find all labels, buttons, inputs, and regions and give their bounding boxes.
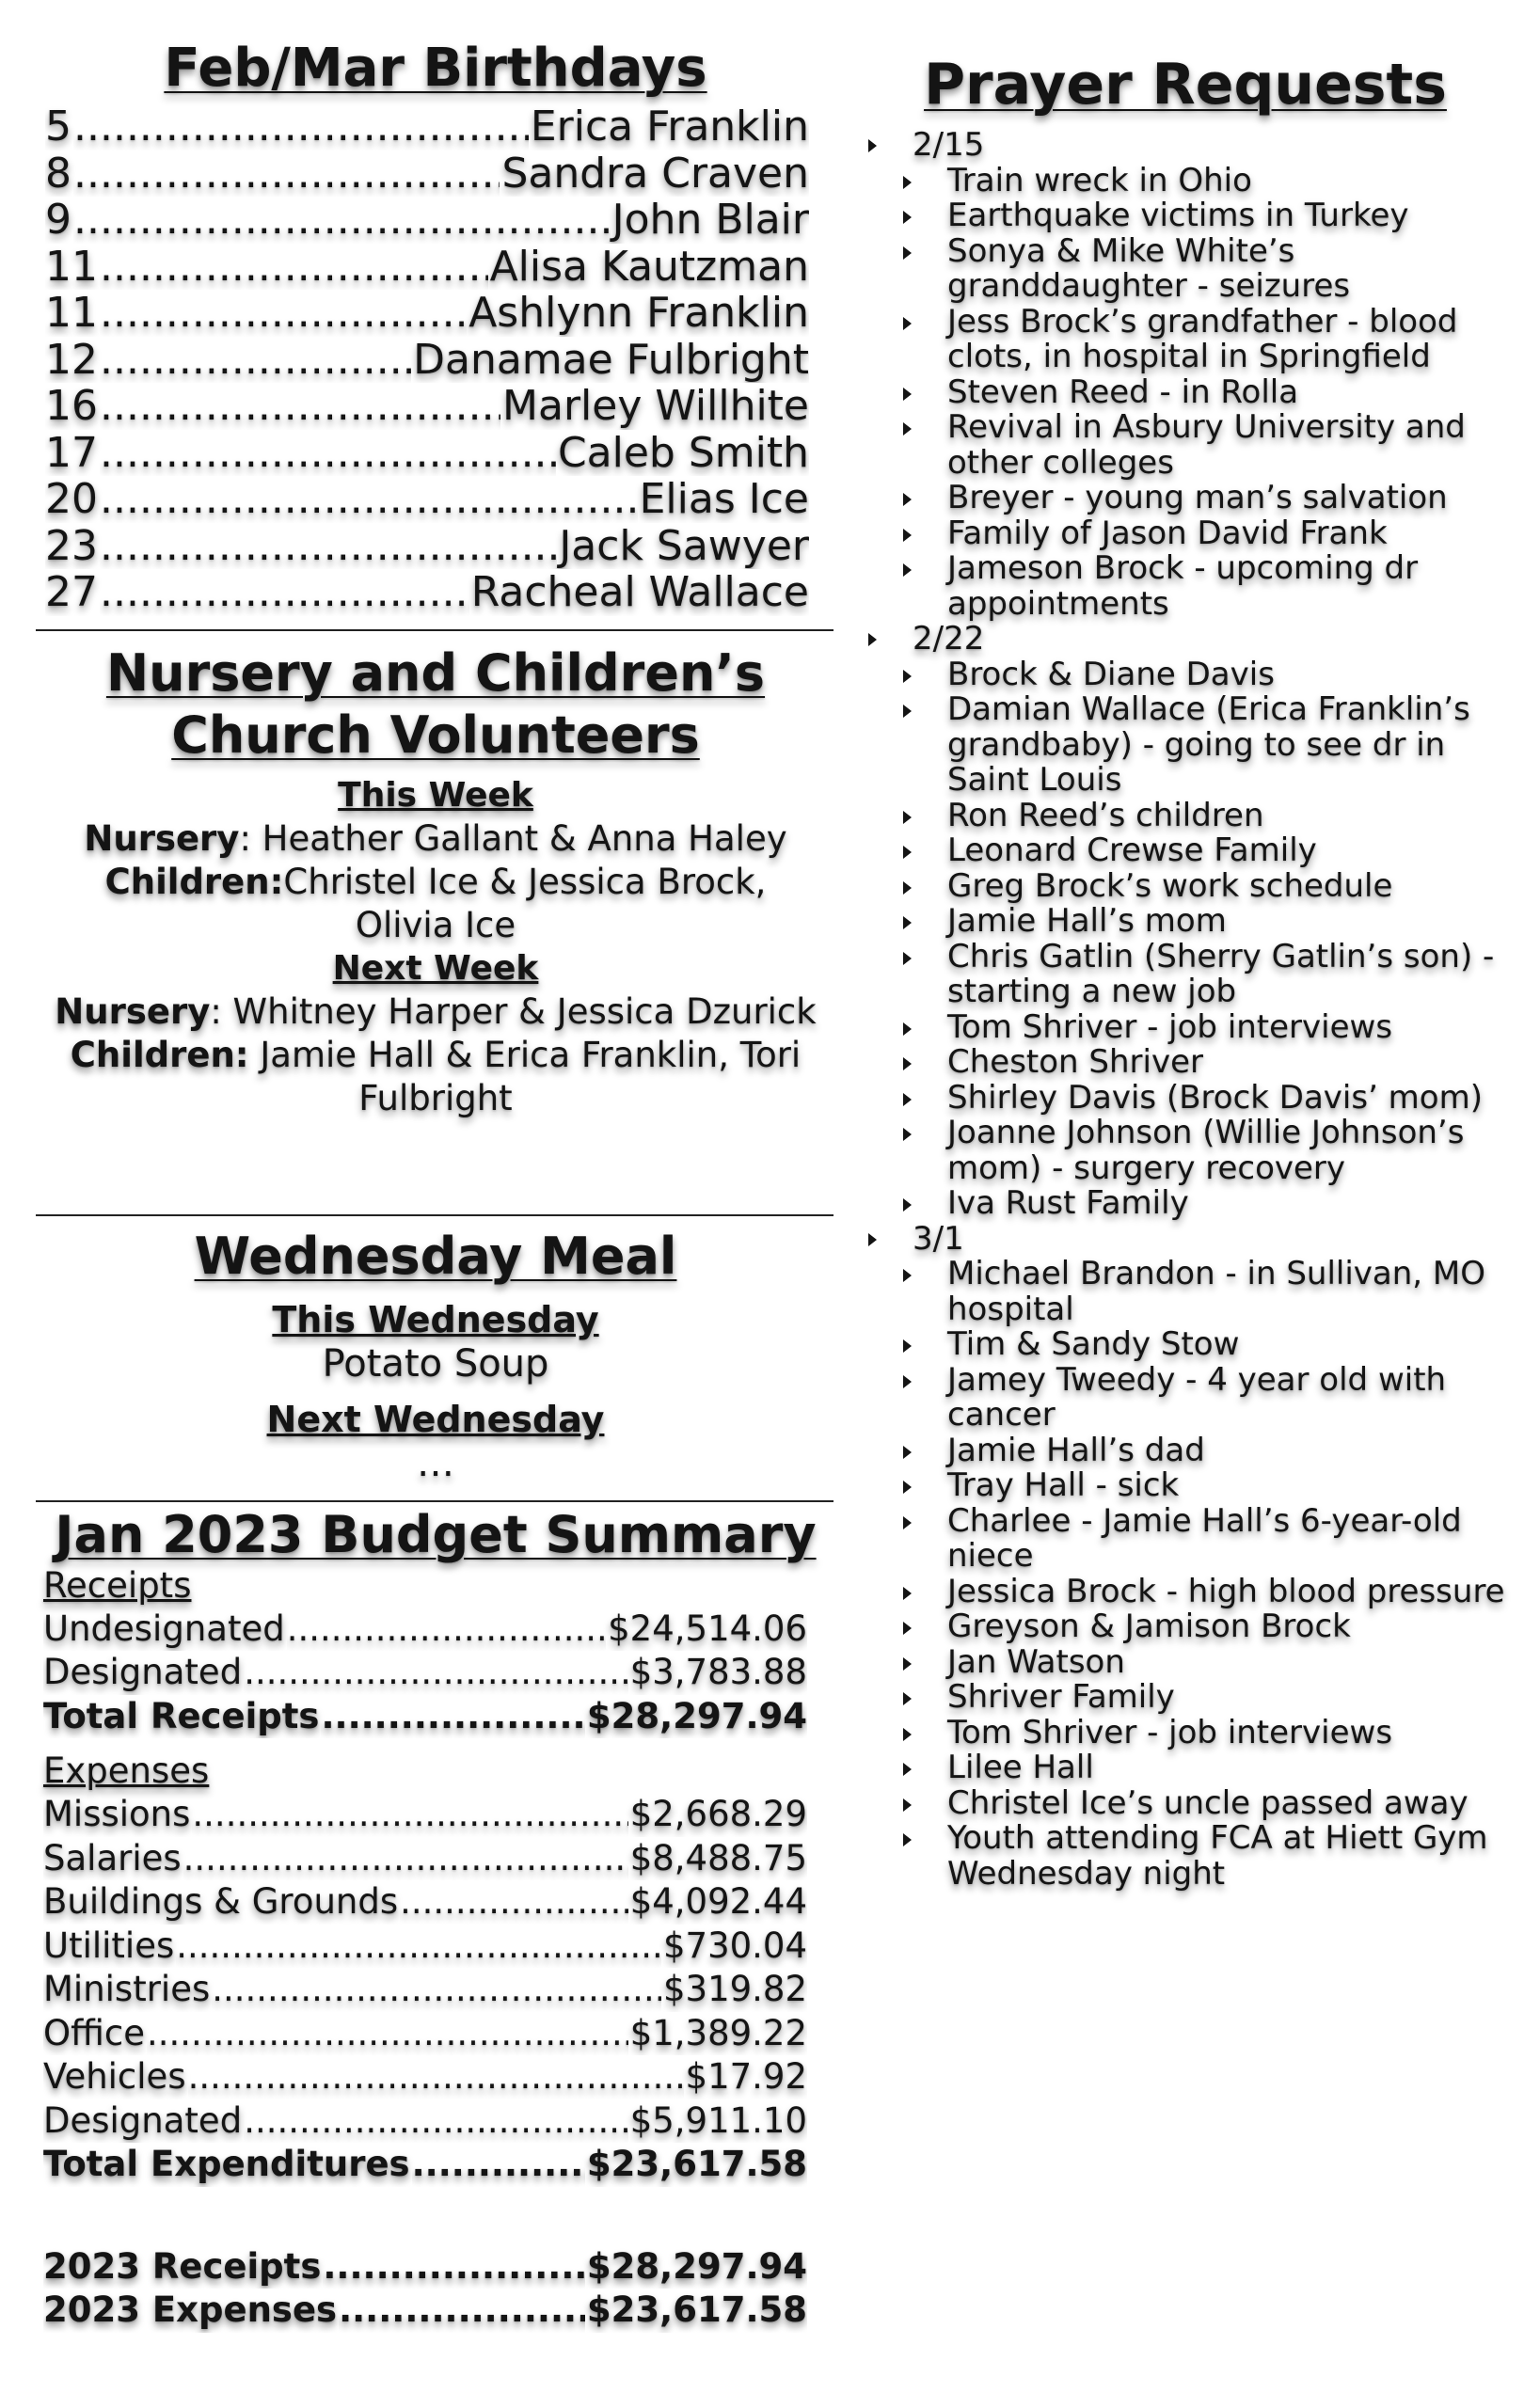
prayer-request-text: Tom Shriver - job interviews xyxy=(947,1713,1393,1751)
prayer-date-group xyxy=(865,128,1524,622)
wednesday-meal-title: Wednesday Meal xyxy=(194,1226,677,1286)
receipts-rows xyxy=(43,1608,807,1695)
row-label: Total Receipts xyxy=(43,1695,320,1736)
next-week-children xyxy=(36,1034,835,1120)
prayer-request-text: Train wreck in Ohio xyxy=(947,161,1252,199)
nursery-names: : Heather Gallant & Anna Haley xyxy=(239,817,787,859)
prayer-request-text: Jamie Hall’s dad xyxy=(947,1431,1205,1469)
leader-dots xyxy=(321,1695,584,1739)
row-amount: $5,911.10 xyxy=(629,2099,807,2141)
prayer-date xyxy=(865,128,1524,164)
prayer-date-group xyxy=(865,622,1524,1222)
row-label: 2023 Expenses xyxy=(43,2289,338,2330)
triangle-bullet-icon xyxy=(903,176,912,189)
triangle-bullet-icon xyxy=(903,1587,912,1600)
triangle-bullet-icon xyxy=(903,529,912,542)
row-amount: $23,617.58 xyxy=(586,2289,807,2330)
expense-row xyxy=(43,1837,807,1881)
triangle-bullet-icon xyxy=(903,1057,912,1070)
row-amount: Danamae Fulbright xyxy=(413,336,809,383)
prayer-request-item xyxy=(865,1609,1512,1645)
triangle-bullet-icon xyxy=(903,1481,912,1494)
row-label: 11 xyxy=(45,290,98,337)
leader-dots xyxy=(100,569,469,616)
row-amount: Elias Ice xyxy=(639,476,809,523)
prayer-request-text: Steven Reed - in Rolla xyxy=(947,372,1299,411)
this-wednesday-meal: Potato Soup xyxy=(322,1341,549,1386)
nursery-label: Nursery xyxy=(84,817,240,859)
prayer-request-item xyxy=(865,516,1512,552)
row-amount: Sandra Craven xyxy=(501,150,809,197)
row-amount: $28,297.94 xyxy=(586,1695,807,1736)
year-expenses-row xyxy=(43,2289,807,2333)
next-week-label: Next Week xyxy=(332,948,539,988)
triangle-bullet-icon xyxy=(903,846,912,859)
prayer-request-text: Earthquake victims in Turkey xyxy=(947,197,1409,234)
birthday-list xyxy=(45,103,809,616)
prayer-request-item xyxy=(865,1116,1512,1186)
prayer-request-item xyxy=(865,1257,1512,1327)
triangle-bullet-icon xyxy=(903,1622,912,1635)
prayer-request-text: Michael Brandon - in Sullivan, MO hospital xyxy=(947,1255,1486,1328)
prayer-request-item xyxy=(865,1078,1512,1117)
prayer-request-text: Jamey Tweedy - 4 year old with cancer xyxy=(947,1360,1447,1434)
this-wednesday-label: This Wednesday xyxy=(272,1298,599,1340)
birthday-entry xyxy=(45,290,809,337)
volunteers-title: Nursery and Children’s Church Volunteers xyxy=(105,642,766,765)
prayer-request-item xyxy=(865,1468,1512,1504)
triangle-bullet-icon xyxy=(868,139,877,152)
leader-dots xyxy=(287,1608,606,1652)
leader-dots xyxy=(323,2245,585,2289)
this-week-children xyxy=(36,861,835,947)
birthdays-title: Feb/Mar Birthdays xyxy=(164,38,707,99)
triangle-bullet-icon xyxy=(903,1022,912,1036)
row-label: Salaries xyxy=(43,1837,182,1878)
birthday-entry xyxy=(45,523,809,570)
prayer-request-item xyxy=(865,833,1512,869)
birthday-entry xyxy=(45,383,809,430)
prayer-request-text: Charlee - Jamie Hall’s 6-year-old niece xyxy=(947,1501,1462,1575)
leader-dots xyxy=(339,2289,585,2333)
prayer-request-item xyxy=(865,657,1512,693)
prayer-request-item xyxy=(865,1751,1512,1786)
triangle-bullet-icon xyxy=(903,246,912,260)
triangle-bullet-icon xyxy=(903,881,912,895)
prayer-request-text: Tim & Sandy Stow xyxy=(947,1325,1240,1363)
prayer-request-item xyxy=(865,1501,1512,1575)
prayer-request-item xyxy=(865,372,1512,411)
expenses-heading: Expenses xyxy=(43,1751,210,1791)
leader-dots xyxy=(73,150,500,198)
budget-title: Jan 2023 Budget Summary xyxy=(55,1504,817,1564)
leader-dots xyxy=(100,476,638,523)
expense-row xyxy=(43,2099,807,2144)
row-label: 9 xyxy=(45,197,71,244)
row-amount: $28,297.94 xyxy=(586,2245,807,2287)
prayer-request-text: Iva Rust Family xyxy=(947,1184,1189,1222)
row-amount: $3,783.88 xyxy=(629,1652,807,1692)
row-amount: $1,389.22 xyxy=(629,2012,807,2053)
prayer-request-text: Shriver Family xyxy=(947,1678,1175,1716)
section-divider xyxy=(36,629,834,631)
row-amount: $4,092.44 xyxy=(629,1881,807,1922)
prayer-request-item xyxy=(865,1680,1512,1716)
prayer-request-text: Greyson & Jamison Brock xyxy=(947,1608,1351,1645)
nursery-names: : Whitney Harper & Jessica Dzurick xyxy=(210,990,817,1032)
receipts-heading: Receipts xyxy=(43,1564,192,1606)
triangle-bullet-icon xyxy=(868,633,877,646)
row-label: 17 xyxy=(45,429,98,476)
prayer-requests-title: Prayer Requests xyxy=(924,52,1447,118)
triangle-bullet-icon xyxy=(903,563,912,577)
triangle-bullet-icon xyxy=(903,1728,912,1741)
birthdays-section xyxy=(36,38,835,616)
row-label: Undesignated xyxy=(43,1608,285,1649)
triangle-bullet-icon xyxy=(903,1763,912,1776)
triangle-bullet-icon xyxy=(868,1233,877,1246)
prayer-request-item xyxy=(865,937,1512,1010)
prayer-request-item xyxy=(865,1007,1512,1046)
row-amount: John Blair xyxy=(611,197,809,244)
total-expenditures-row xyxy=(43,2143,807,2187)
leader-dots xyxy=(400,1880,628,1925)
leader-dots xyxy=(244,2099,628,2144)
children-label: Children: xyxy=(104,861,284,902)
prayer-request-item xyxy=(865,551,1512,622)
wednesday-meal-section xyxy=(36,1228,835,1485)
leader-dots xyxy=(412,2143,585,2187)
triangle-bullet-icon xyxy=(903,493,912,506)
row-label: 27 xyxy=(45,569,98,616)
volunteers-section xyxy=(36,642,835,1120)
triangle-bullet-icon xyxy=(903,952,912,965)
children-names: Christel Ice & Jessica Brock, Olivia Ice xyxy=(283,861,767,945)
right-column xyxy=(865,47,1524,1892)
birthday-entry xyxy=(45,244,809,291)
prayer-request-item xyxy=(865,231,1512,305)
prayer-request-text: Revival in Asbury University and other colleges xyxy=(947,408,1466,482)
leader-dots xyxy=(73,197,611,244)
row-label: Designated xyxy=(43,1652,243,1692)
row-label: 16 xyxy=(45,383,98,430)
children-label: Children: xyxy=(70,1034,249,1075)
leader-dots xyxy=(244,1651,628,1695)
row-label: 23 xyxy=(45,522,98,569)
triangle-bullet-icon xyxy=(903,1692,912,1705)
expense-row xyxy=(43,1880,807,1925)
triangle-bullet-icon xyxy=(903,1657,912,1671)
prayer-request-text: Family of Jason David Frank xyxy=(947,514,1388,552)
leader-dots xyxy=(100,430,556,477)
prayer-request-item xyxy=(865,904,1512,940)
leader-dots xyxy=(147,2012,628,2056)
budget-section xyxy=(36,1506,835,2333)
next-wednesday-label: Next Wednesday xyxy=(266,1398,605,1440)
birthday-entry xyxy=(45,150,809,198)
leader-dots xyxy=(188,2055,684,2099)
row-amount: Erica Franklin xyxy=(530,103,809,150)
prayer-request-text: Joanne Johnson (Willie Johnson’s mom) - surgery recovery xyxy=(947,1114,1465,1187)
row-label: Vehicles xyxy=(43,2056,186,2097)
row-amount: $24,514.06 xyxy=(608,1608,807,1649)
triangle-bullet-icon xyxy=(903,388,912,401)
prayer-request-item xyxy=(865,1783,1512,1822)
row-label: 5 xyxy=(45,103,71,150)
leader-dots xyxy=(100,290,467,337)
triangle-bullet-icon xyxy=(903,1128,912,1141)
triangle-bullet-icon xyxy=(903,1798,912,1812)
prayer-date xyxy=(865,1219,1524,1258)
expense-row xyxy=(43,2012,807,2056)
birthday-entry xyxy=(45,430,809,477)
prayer-date-text: 2/22 xyxy=(913,620,985,657)
row-label: Missions xyxy=(43,1794,191,1834)
leader-dots xyxy=(100,383,500,430)
prayer-request-item xyxy=(865,866,1512,905)
prayer-request-item xyxy=(865,1045,1512,1081)
nursery-label: Nursery xyxy=(55,990,211,1032)
prayer-request-item xyxy=(865,198,1512,234)
birthday-entry xyxy=(45,476,809,523)
row-label: Buildings & Grounds xyxy=(43,1881,399,1922)
row-amount: $17.92 xyxy=(685,2056,807,2097)
triangle-bullet-icon xyxy=(903,705,912,718)
prayer-request-item xyxy=(865,1713,1512,1751)
row-label: Office xyxy=(43,2012,146,2053)
birthday-entry xyxy=(45,569,809,616)
next-week-nursery xyxy=(36,990,835,1034)
leader-dots xyxy=(100,337,411,384)
prayer-request-text: Tray Hall - sick xyxy=(947,1466,1180,1504)
triangle-bullet-icon xyxy=(903,211,912,224)
prayer-request-item xyxy=(865,1821,1512,1892)
prayer-request-text: Greg Brock’s work schedule xyxy=(947,866,1393,905)
prayer-date-text: 2/15 xyxy=(913,126,985,164)
leader-dots xyxy=(100,523,557,570)
row-label: 11 xyxy=(45,243,98,290)
children-names: Jamie Hall & Erica Franklin, Tori Fulbright xyxy=(248,1034,802,1118)
prayer-request-text: Jamie Hall’s mom xyxy=(947,902,1227,940)
row-amount: $2,668.29 xyxy=(629,1794,807,1834)
row-amount: $730.04 xyxy=(662,1925,807,1966)
triangle-bullet-icon xyxy=(903,1269,912,1282)
receipt-row xyxy=(43,1651,807,1695)
triangle-bullet-icon xyxy=(903,1833,912,1846)
section-divider xyxy=(36,1500,834,1502)
triangle-bullet-icon xyxy=(903,422,912,436)
row-label: Designated xyxy=(43,2099,243,2141)
triangle-bullet-icon xyxy=(903,317,912,330)
row-label: 8 xyxy=(45,150,71,197)
prayer-request-item xyxy=(865,1327,1512,1363)
prayer-date xyxy=(865,622,1524,657)
triangle-bullet-icon xyxy=(903,1339,912,1353)
prayer-request-text: Sonya & Mike White’s granddaughter - seizures xyxy=(947,231,1351,305)
prayer-request-text: Jan Watson xyxy=(947,1642,1125,1681)
prayer-request-text: Damian Wallace (Erica Franklin’s grandbaby) - going to see dr in Saint Louis xyxy=(947,690,1470,799)
row-amount: Caleb Smith xyxy=(557,429,809,476)
expense-row xyxy=(43,2055,807,2099)
row-amount: $8,488.75 xyxy=(629,1837,807,1878)
prayer-request-text: Christel Ice’s uncle passed away xyxy=(947,1783,1469,1822)
prayer-request-text: Breyer - young man’s salvation xyxy=(947,479,1448,516)
leader-dots xyxy=(183,1837,628,1881)
leader-dots xyxy=(176,1925,661,1969)
row-label: Total Expenditures xyxy=(43,2144,410,2184)
birthday-entry xyxy=(45,197,809,244)
birthday-entry xyxy=(45,103,809,150)
prayer-request-item xyxy=(865,796,1512,834)
row-amount: $23,617.58 xyxy=(586,2144,807,2184)
prayer-request-item xyxy=(865,302,1512,375)
triangle-bullet-icon xyxy=(903,1446,912,1459)
row-amount: Racheal Wallace xyxy=(470,569,809,616)
prayer-request-text: Jameson Brock - upcoming dr appointments xyxy=(947,549,1419,623)
row-amount: $319.82 xyxy=(662,1969,807,2009)
prayer-request-text: Leonard Crewse Family xyxy=(947,832,1317,869)
leader-dots xyxy=(192,1793,627,1837)
budget-table xyxy=(43,1564,807,2333)
receipt-row xyxy=(43,1608,807,1652)
left-column xyxy=(36,38,835,2333)
prayer-request-item xyxy=(865,1642,1512,1681)
this-week-nursery xyxy=(36,817,835,861)
next-wednesday-meal: … xyxy=(417,1441,454,1485)
prayer-request-item xyxy=(865,1186,1512,1222)
leader-dots xyxy=(73,103,529,150)
expense-row xyxy=(43,1968,807,2012)
prayer-request-text: Cheston Shriver xyxy=(947,1043,1203,1081)
prayer-request-item xyxy=(865,1572,1512,1610)
row-amount: Ashlynn Franklin xyxy=(468,290,809,337)
row-amount: Marley Willhite xyxy=(502,383,809,430)
leader-dots xyxy=(100,244,488,291)
expense-row xyxy=(43,1793,807,1837)
section-divider xyxy=(36,1214,834,1216)
row-amount: Alisa Kautzman xyxy=(489,243,809,290)
expenses-rows xyxy=(43,1793,807,2143)
prayer-list xyxy=(865,128,1524,1892)
triangle-bullet-icon xyxy=(903,1198,912,1212)
row-label: 20 xyxy=(45,476,98,523)
prayer-request-text: Jessica Brock - high blood pressure xyxy=(947,1572,1505,1610)
triangle-bullet-icon xyxy=(903,1516,912,1529)
prayer-request-text: Youth attending FCA at Hiett Gym Wednesday night xyxy=(947,1819,1488,1893)
prayer-request-text: Shirley Davis (Brock Davis’ mom) xyxy=(947,1078,1483,1117)
triangle-bullet-icon xyxy=(903,916,912,929)
prayer-request-item xyxy=(865,481,1512,516)
triangle-bullet-icon xyxy=(903,1375,912,1388)
prayer-request-text: Ron Reed’s children xyxy=(947,796,1264,834)
prayer-request-item xyxy=(865,410,1512,481)
row-label: 2023 Receipts xyxy=(43,2245,322,2287)
prayer-request-item xyxy=(865,1360,1512,1434)
leader-dots xyxy=(212,1968,661,2012)
prayer-request-item xyxy=(865,161,1512,199)
total-receipts-row xyxy=(43,1695,807,1739)
year-receipts-row xyxy=(43,2245,807,2289)
triangle-bullet-icon xyxy=(903,670,912,683)
birthday-entry xyxy=(45,337,809,384)
prayer-request-text: Jess Brock’s grandfather - blood clots, in hospital in Springfield xyxy=(947,302,1458,375)
prayer-request-text: Chris Gatlin (Sherry Gatlin’s son) - starting a new job xyxy=(947,937,1495,1010)
row-label: 12 xyxy=(45,336,98,383)
row-label: Utilities xyxy=(43,1925,175,1966)
triangle-bullet-icon xyxy=(903,811,912,824)
triangle-bullet-icon xyxy=(903,1093,912,1106)
prayer-date-text: 3/1 xyxy=(913,1219,964,1258)
prayer-request-text: Brock & Diane Davis xyxy=(947,655,1275,693)
prayer-request-text: Lilee Hall xyxy=(947,1749,1094,1786)
prayer-date-group xyxy=(865,1219,1524,1893)
row-label: Ministries xyxy=(43,1969,211,2009)
this-week-label: This Week xyxy=(338,775,533,815)
prayer-request-item xyxy=(865,692,1512,799)
prayer-request-item xyxy=(865,1431,1512,1469)
row-amount: Jack Sawyer xyxy=(559,522,809,569)
expense-row xyxy=(43,1925,807,1969)
prayer-request-text: Tom Shriver - job interviews xyxy=(947,1007,1393,1046)
